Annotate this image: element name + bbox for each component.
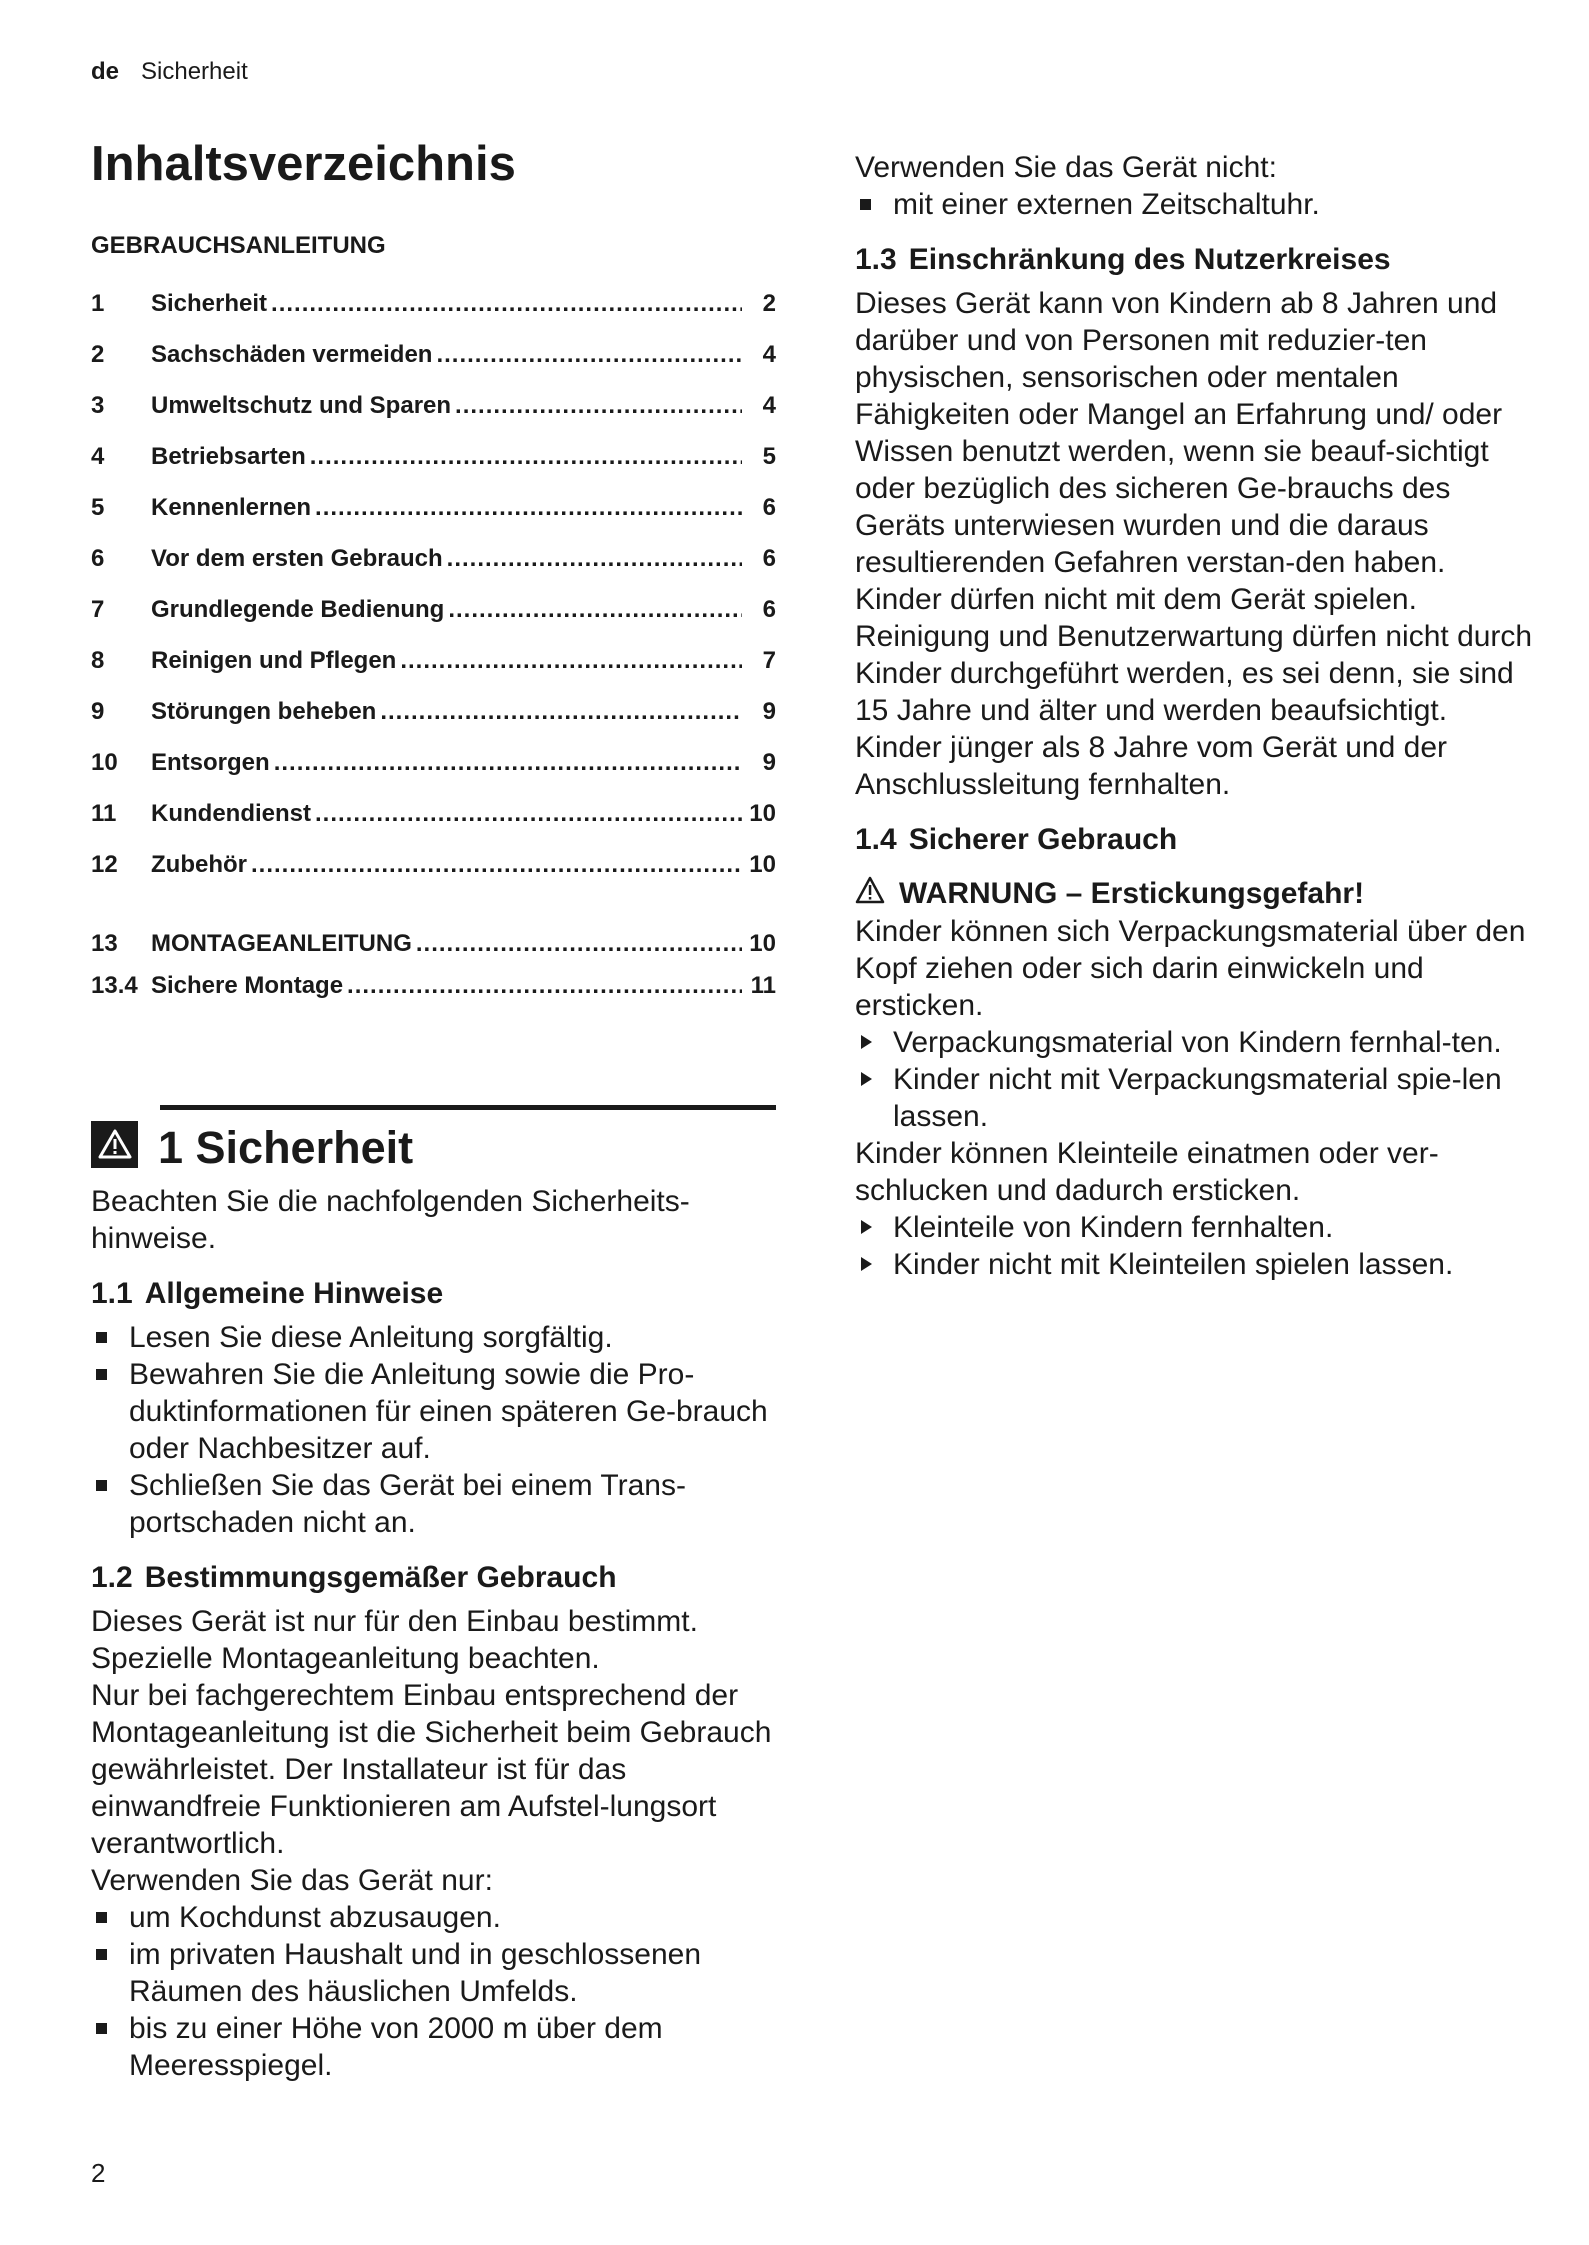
toc-leader xyxy=(447,545,742,573)
page-number: 2 xyxy=(91,2158,106,2188)
toc-entry[interactable] xyxy=(91,647,776,698)
toc-entry-number: 6 xyxy=(91,545,105,572)
toc-leader xyxy=(347,972,742,1000)
toc-entry[interactable] xyxy=(91,392,776,443)
toc-entry-title: Störungen beheben xyxy=(151,698,377,725)
toc-entry-page: 5 xyxy=(762,443,776,470)
section-1-left xyxy=(91,1183,776,2084)
list-item: Bewahren Sie die Anleitung sowie die Pro-duktinformationen für einen späteren Ge-brauch oder Nachbesitzer auf. xyxy=(91,1356,776,1467)
paragraph: Reinigung und Benutzerwartung dürfen nicht durch Kinder durchgeführt werden, es sei denn, sie sind 15 Jahre und älter und werden beaufsichtigt. xyxy=(855,620,1533,727)
toc-entry-page: 9 xyxy=(762,749,776,776)
toc-entry-title: Grundlegende Bedienung xyxy=(151,596,445,623)
warning-heading xyxy=(855,874,1545,913)
list-item: Kleinteile von Kindern fernhalten. xyxy=(855,1209,1545,1246)
toc-entry-number: 8 xyxy=(91,647,105,674)
toc-entry[interactable] xyxy=(91,443,776,494)
toc-entry-title: MONTAGEANLEITUNG xyxy=(151,930,412,957)
table-of-contents xyxy=(91,290,776,1014)
toc-entry-number: 13.4 xyxy=(91,972,138,999)
list-item: Lesen Sie diese Anleitung sorgfältig. xyxy=(91,1319,776,1356)
warning-icon xyxy=(91,1121,138,1168)
toc-leader xyxy=(400,647,742,675)
toc-leader xyxy=(448,596,742,624)
toc-entry-number: 12 xyxy=(91,851,118,878)
subsection-title: Allgemeine Hinweise xyxy=(144,1277,444,1310)
subsection-title: Sicherer Gebrauch xyxy=(908,823,1178,856)
toc-entry[interactable] xyxy=(91,596,776,647)
toc-leader xyxy=(315,800,742,828)
toc-entry-title: Sachschäden vermeiden xyxy=(151,341,433,368)
toc-entry-title: Entsorgen xyxy=(151,749,270,776)
bullet-list xyxy=(91,1319,776,1541)
subsection-title: Einschränkung des Nutzerkreises xyxy=(908,243,1391,276)
intro-text: Beachten Sie die nachfolgenden Sicherheits-hinweise. xyxy=(91,1185,690,1255)
toc-leader xyxy=(315,494,742,522)
toc-leader xyxy=(274,749,742,777)
toc-entry[interactable] xyxy=(91,851,776,902)
subsection-1-4-heading xyxy=(855,821,1545,858)
toc-entry-title: Kennenlernen xyxy=(151,494,312,521)
paragraph: Kinder dürfen nicht mit dem Gerät spielen. xyxy=(855,583,1417,616)
language-code: de xyxy=(91,58,120,85)
toc-entry[interactable] xyxy=(91,341,776,392)
toc-leader xyxy=(310,443,742,471)
toc-entry-number: 7 xyxy=(91,596,105,623)
toc-entry-page: 6 xyxy=(762,596,776,623)
header-section: Sicherheit xyxy=(141,58,248,85)
toc-entry-title: Sichere Montage xyxy=(151,972,344,999)
toc-entry-page: 2 xyxy=(762,290,776,317)
toc-entry[interactable] xyxy=(91,800,776,851)
paragraph: Dieses Gerät kann von Kindern ab 8 Jahren und darüber und von Personen mit reduzier-ten physischen, sensorischen oder mentalen Fähigkeiten oder Mangel an Erfahrung und/ oder Wissen benutzt werden, wenn sie beauf-sichtigt oder bezüglich des sicheren Ge-brauchs des Geräts unterwiesen wurden und die daraus resultierenden Gefahren verstan-den haben. xyxy=(855,287,1503,579)
toc-entry[interactable] xyxy=(91,494,776,545)
list-item: Verpackungsmaterial von Kindern fernhal-ten. xyxy=(855,1024,1545,1061)
toc-leader xyxy=(380,698,742,726)
paragraph: Kinder können sich Verpackungsmaterial über den Kopf ziehen oder sich darin einwickeln und ersticken. xyxy=(855,915,1526,1022)
toc-entry[interactable] xyxy=(91,930,776,972)
toc-entry-title: Vor dem ersten Gebrauch xyxy=(151,545,443,572)
toc-entry[interactable] xyxy=(91,698,776,749)
toc-entry-number: 2 xyxy=(91,341,105,368)
bullet-list xyxy=(91,1899,776,2084)
subsection-number: 1.3 xyxy=(855,243,897,276)
toc-entry-number: 11 xyxy=(91,800,117,827)
toc-leader xyxy=(455,392,742,420)
warning-triangle-icon xyxy=(855,876,885,913)
toc-entry[interactable] xyxy=(91,545,776,596)
toc-entry-title: Reinigen und Pflegen xyxy=(151,647,397,674)
toc-title: Inhaltsverzeichnis xyxy=(91,137,516,191)
toc-leader xyxy=(251,851,742,879)
section-heading xyxy=(91,1108,413,1174)
toc-entry[interactable] xyxy=(91,749,776,800)
list-item: um Kochdunst abzusaugen. xyxy=(91,1899,776,1936)
toc-entry-page: 4 xyxy=(762,341,776,368)
subsection-number: 1.2 xyxy=(91,1561,133,1594)
toc-entry-title: Kundendienst xyxy=(151,800,311,827)
toc-leader xyxy=(416,930,742,958)
step-list xyxy=(855,1024,1545,1135)
toc-entry-number: 3 xyxy=(91,392,105,419)
paragraph: Verwenden Sie das Gerät nur: xyxy=(91,1864,493,1897)
paragraph: Nur bei fachgerechtem Einbau entsprechend der Montageanleitung ist die Sicherheit beim Gebrauch gewährleistet. Der Installateur ist für das einwandfreie Funktionieren am Aufstel-lungsort verantwortlich. xyxy=(91,1679,772,1860)
section-1-right xyxy=(855,149,1545,1283)
toc-entry-number: 13 xyxy=(91,930,118,957)
step-list xyxy=(855,1209,1545,1283)
toc-entry[interactable] xyxy=(91,972,776,1014)
subsection-number: 1.1 xyxy=(91,1277,133,1310)
list-item: Schließen Sie das Gerät bei einem Trans-portschaden nicht an. xyxy=(91,1467,776,1541)
page-header xyxy=(91,58,248,86)
toc-entry-page: 10 xyxy=(749,800,776,827)
subsection-1-2-heading xyxy=(91,1559,776,1596)
toc-entry-page: 9 xyxy=(762,698,776,725)
toc-entry-page: 10 xyxy=(749,930,776,957)
list-item: mit einer externen Zeitschaltuhr. xyxy=(855,186,1545,223)
toc-entry-number: 9 xyxy=(91,698,105,725)
toc-entry-page: 7 xyxy=(762,647,776,674)
toc-entry-page: 10 xyxy=(749,851,776,878)
list-item: Kinder nicht mit Verpackungsmaterial spie-len lassen. xyxy=(855,1061,1545,1135)
toc-entry-number: 1 xyxy=(91,290,105,317)
toc-entry-page: 6 xyxy=(762,545,776,572)
toc-entry-number: 10 xyxy=(91,749,118,776)
toc-entry[interactable] xyxy=(91,290,776,341)
warning-text: WARNUNG – Erstickungsgefahr! xyxy=(899,877,1365,910)
subsection-number: 1.4 xyxy=(855,823,897,856)
toc-entry-title: Zubehör xyxy=(151,851,247,878)
paragraph: Dieses Gerät ist nur für den Einbau bestimmt. Spezielle Montageanleitung beachten. xyxy=(91,1605,698,1675)
toc-entry-title: Betriebsarten xyxy=(151,443,306,470)
paragraph: Kinder können Kleinteile einatmen oder ver-schlucken und dadurch ersticken. xyxy=(855,1137,1439,1207)
toc-section-label: GEBRAUCHSANLEITUNG xyxy=(91,232,386,259)
toc-entry-title: Umweltschutz und Sparen xyxy=(151,392,452,419)
subsection-1-1-heading xyxy=(91,1275,776,1312)
paragraph: Kinder jünger als 8 Jahre vom Gerät und der Anschlussleitung fernhalten. xyxy=(855,731,1447,801)
subsection-title: Bestimmungsgemäßer Gebrauch xyxy=(144,1561,617,1594)
list-item: im privaten Haushalt und in geschlossenen Räumen des häuslichen Umfelds. xyxy=(91,1936,776,2010)
section-title: 1 Sicherheit xyxy=(158,1122,414,1173)
toc-leader xyxy=(436,341,742,369)
bullet-list xyxy=(855,186,1545,223)
list-item: bis zu einer Höhe von 2000 m über dem Meeresspiegel. xyxy=(91,2010,776,2084)
toc-entry-page: 6 xyxy=(762,494,776,521)
toc-entry-number: 4 xyxy=(91,443,105,470)
toc-entry-page: 11 xyxy=(750,972,776,999)
subsection-1-3-heading xyxy=(855,241,1545,278)
toc-entry-number: 5 xyxy=(91,494,105,521)
list-item: Kinder nicht mit Kleinteilen spielen lassen. xyxy=(855,1246,1545,1283)
paragraph: Verwenden Sie das Gerät nicht: xyxy=(855,151,1277,184)
toc-leader xyxy=(271,290,742,318)
toc-entry-page: 4 xyxy=(762,392,776,419)
toc-entry-title: Sicherheit xyxy=(151,290,268,317)
